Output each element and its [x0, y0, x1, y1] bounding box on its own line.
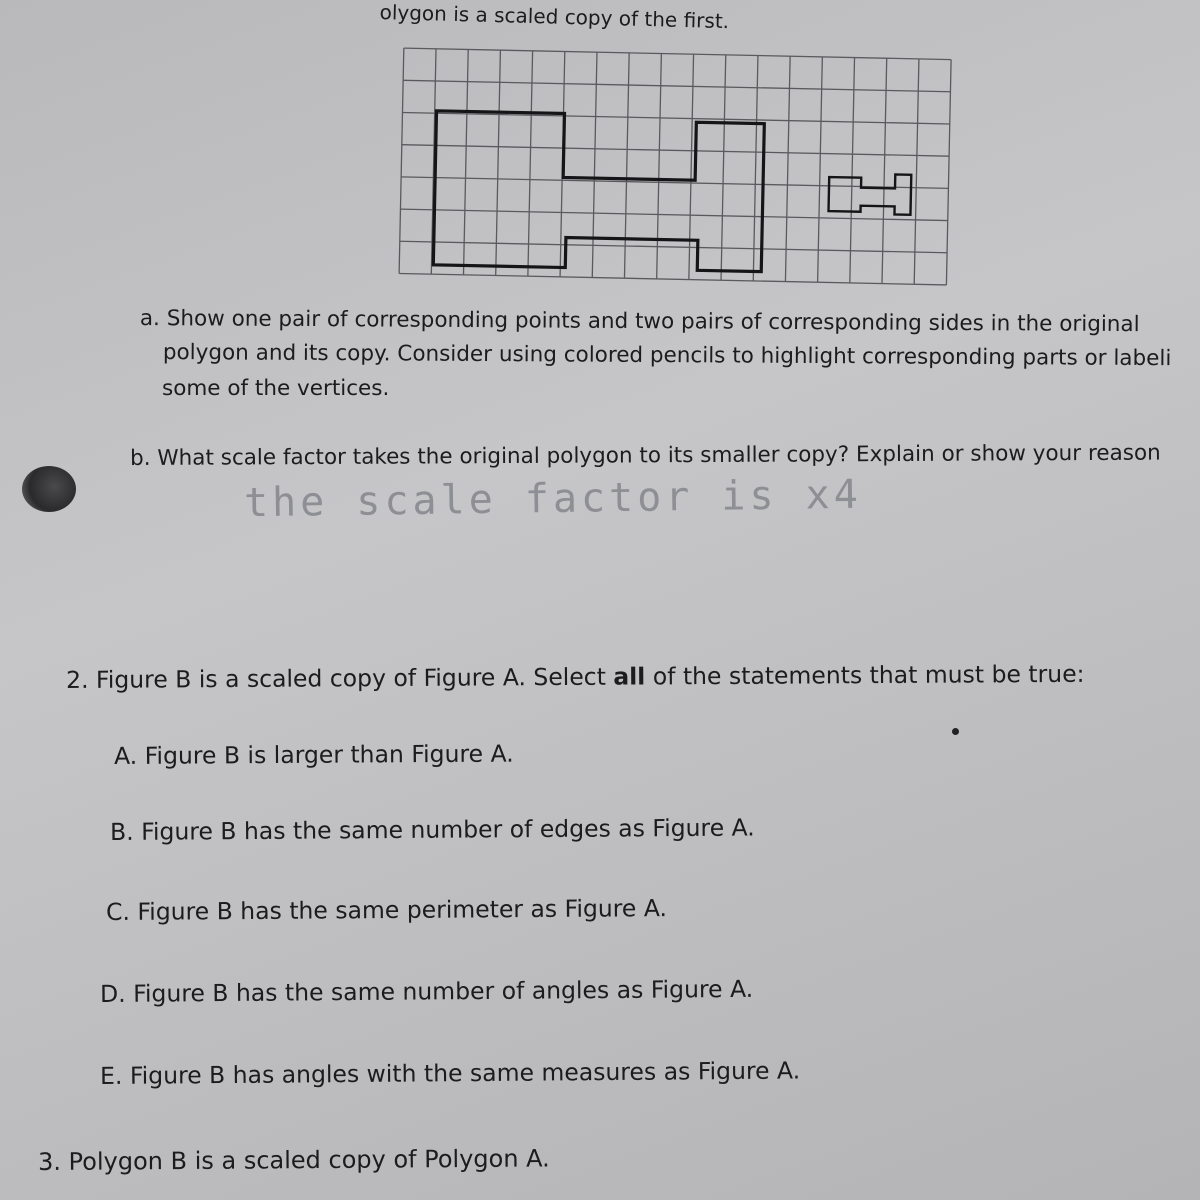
grid-line-vertical [592, 52, 597, 277]
part-a-line-2: polygon and its copy. Consider using colored pencils to highlight corresponding parts or labeli [162, 340, 1172, 372]
question-2-stem [66, 660, 1085, 694]
grid-line-vertical [914, 59, 919, 284]
scaled-copy-polygon [828, 173, 911, 215]
part-a-line-3: some of the vertices. [162, 376, 390, 401]
grid-line-vertical [850, 58, 855, 283]
option-b: B. Figure B has the same number of edges as Figure A. [110, 813, 755, 846]
option-d: D. Figure B has the same number of angles as Figure A. [100, 974, 754, 1008]
grid-line-vertical [689, 54, 694, 279]
part-a-line-1: a. Show one pair of corresponding points and two pairs of corresponding sides in the original [139, 306, 1140, 338]
handwritten-answer: the scale factor is x4 [243, 471, 863, 527]
question-3-text: 3. Polygon B is a scaled copy of Polygon A. [38, 1144, 550, 1176]
option-a: A. Figure B is larger than Figure A. [114, 739, 514, 770]
pencil-dot [952, 728, 959, 735]
option-c: C. Figure B has the same perimeter as Figure A. [106, 894, 668, 926]
header-fragment: olygon is a scaled copy of the first. [379, 0, 730, 34]
option-e: E. Figure B has angles with the same measures as Figure A. [100, 1056, 801, 1090]
grid-figure [393, 40, 978, 308]
question-2-suffix: of the statements that must be true: [645, 659, 1085, 691]
grid-line-vertical [753, 56, 758, 281]
grid-line-horizontal [404, 48, 951, 59]
grid-line-vertical [624, 53, 629, 278]
grid-line-vertical [946, 60, 951, 285]
question-2-prefix: 2. Figure B is a scaled copy of Figure A. Select [66, 662, 614, 694]
grid-line-vertical [496, 50, 501, 275]
grid-line-horizontal [403, 80, 950, 91]
grid-line-horizontal [400, 241, 947, 252]
grid-line-vertical [721, 55, 726, 280]
grid-line-vertical [463, 49, 468, 274]
grid-line-vertical [785, 56, 790, 281]
punched-hole [22, 466, 76, 512]
grid-line-vertical [818, 57, 823, 282]
grid-line-vertical [657, 54, 662, 279]
grid-line-horizontal [400, 209, 947, 220]
polygon-grid [393, 40, 978, 312]
grid-line-horizontal [402, 145, 949, 156]
question-2-emphasis: all [613, 662, 646, 691]
part-b-question: b. What scale factor takes the original polygon to its smaller copy? Explain or show your reason [130, 440, 1161, 471]
grid-line-vertical [882, 58, 887, 283]
grid-line-horizontal [399, 273, 946, 284]
grid-line-vertical [528, 51, 533, 276]
grid-line-horizontal [402, 113, 949, 124]
grid-line-vertical [399, 48, 404, 273]
